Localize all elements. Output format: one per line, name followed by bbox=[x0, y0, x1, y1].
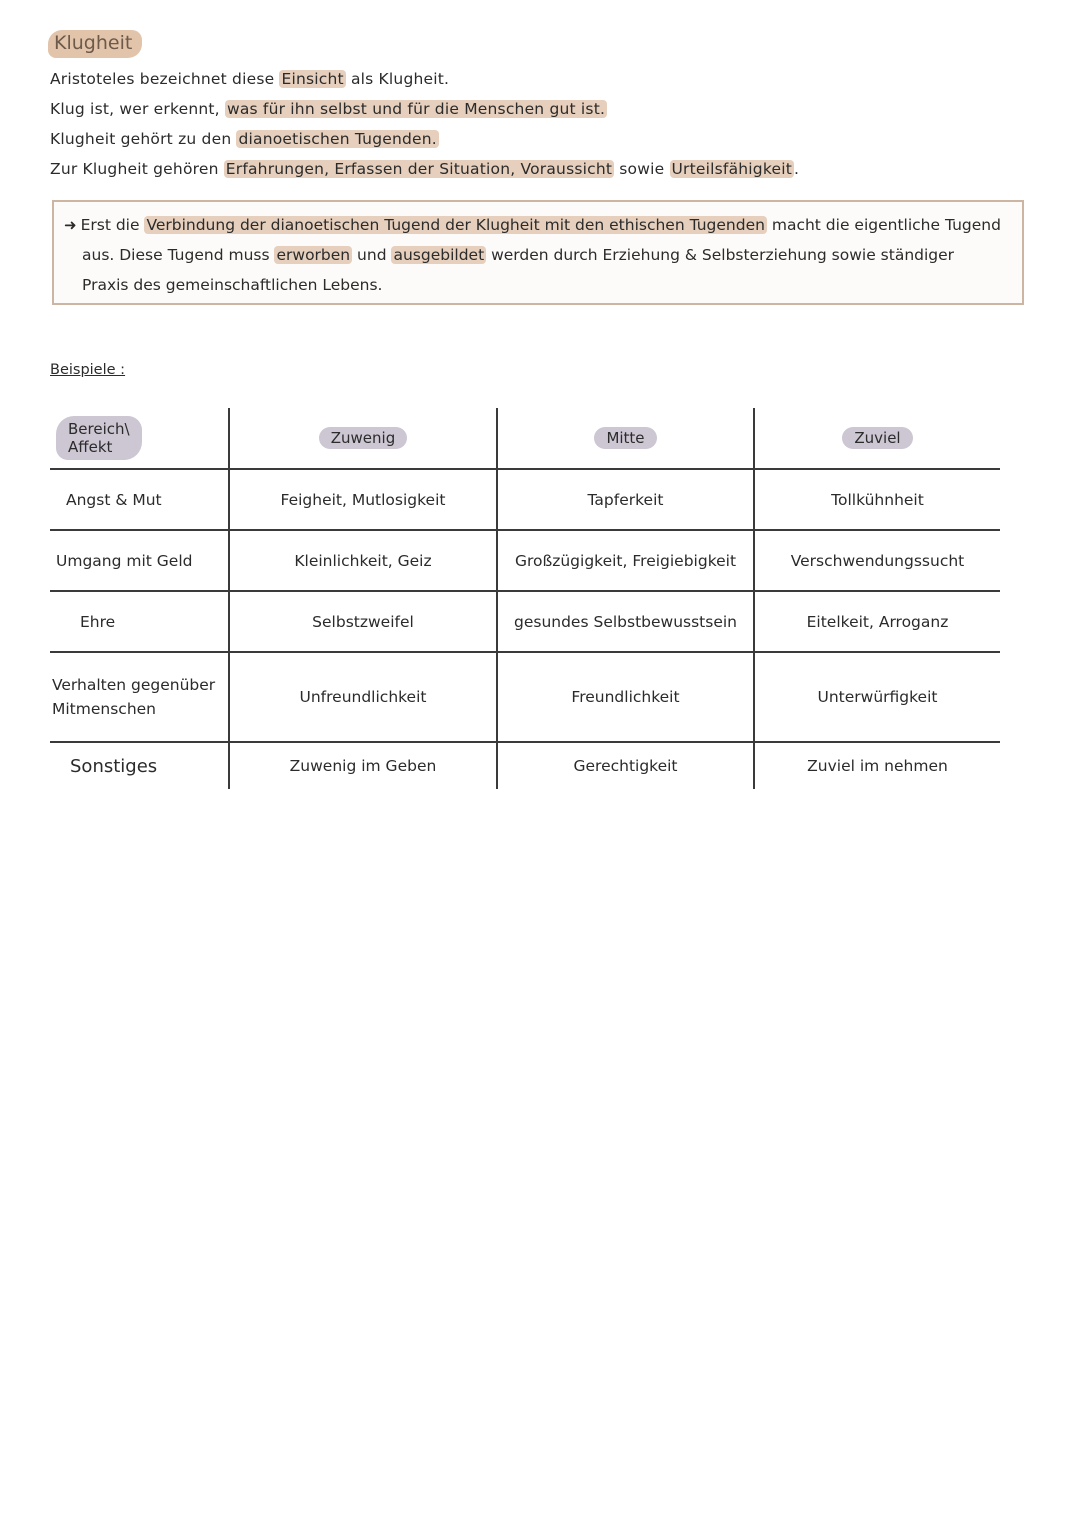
highlight: Einsicht bbox=[281, 70, 344, 88]
table-cell: Verschwendungssucht bbox=[754, 530, 1000, 591]
table-cell: Eitelkeit, Arroganz bbox=[754, 591, 1000, 652]
intro-line-3 bbox=[50, 124, 1050, 154]
summary-line-2 bbox=[64, 240, 1012, 270]
table-cell: Großzügigkeit, Freigiebigkeit bbox=[497, 530, 754, 591]
examples-heading: Beispiele : bbox=[50, 362, 126, 378]
text: Aristoteles bezeichnet diese bbox=[50, 70, 280, 88]
table-row bbox=[50, 530, 1000, 591]
text: Bereich\ bbox=[68, 420, 130, 438]
table-row bbox=[50, 742, 1000, 789]
table-cell: Freundlichkeit bbox=[497, 652, 754, 742]
text: Klug ist, wer erkennt, bbox=[50, 100, 225, 118]
text: und bbox=[352, 246, 392, 264]
header-pill: Mitte bbox=[594, 427, 656, 449]
header-pill bbox=[56, 416, 142, 460]
table-header-cell bbox=[754, 408, 1000, 469]
table-header-cell bbox=[497, 408, 754, 469]
text: Verhalten gegenüber bbox=[52, 676, 216, 694]
table-cell: Unterwürfigkeit bbox=[754, 652, 1000, 742]
table-cell: Tapferkeit bbox=[497, 469, 754, 530]
table-cell: Feigheit, Mutlosigkeit bbox=[229, 469, 497, 530]
text: . bbox=[794, 160, 800, 178]
table-cell: Gerechtigkeit bbox=[497, 742, 754, 789]
text: Zur Klugheit gehören bbox=[50, 160, 224, 178]
text: sowie bbox=[614, 160, 670, 178]
highlight: Erfahrungen, Erfassen der Situation, Voraussicht bbox=[225, 160, 613, 178]
highlight: dianoetischen Tugenden. bbox=[238, 130, 437, 148]
table-cell: Zuwenig im Geben bbox=[229, 742, 497, 789]
table-cell: Umgang mit Geld bbox=[50, 530, 229, 591]
intro-line-2 bbox=[50, 94, 1050, 124]
highlight: ausgebildet bbox=[393, 246, 485, 264]
table-cell: Selbstzweifel bbox=[229, 591, 497, 652]
table-row bbox=[50, 469, 1000, 530]
highlight: Urteilsfähigkeit bbox=[671, 160, 792, 178]
table-header-cell bbox=[229, 408, 497, 469]
table-header-cell bbox=[50, 408, 229, 469]
highlight: erworben bbox=[276, 246, 351, 264]
page-title: Klugheit bbox=[48, 30, 142, 58]
table-cell: Kleinlichkeit, Geiz bbox=[229, 530, 497, 591]
table-cell bbox=[50, 652, 229, 742]
header-pill: Zuviel bbox=[842, 427, 912, 449]
table-cell: Zuviel im nehmen bbox=[754, 742, 1000, 789]
summary-box bbox=[52, 200, 1024, 305]
text: Mitmenschen bbox=[52, 700, 156, 718]
table-cell: Angst & Mut bbox=[50, 469, 229, 530]
table-cell: Tollkühnheit bbox=[754, 469, 1000, 530]
highlight: was für ihn selbst und für die Menschen gut ist. bbox=[226, 100, 606, 118]
table-cell: Ehre bbox=[50, 591, 229, 652]
intro-line-4 bbox=[50, 154, 1050, 184]
table-row bbox=[50, 652, 1000, 742]
text: werden durch Erziehung & Selbsterziehung sowie ständiger bbox=[486, 246, 955, 264]
text: Klugheit gehört zu den bbox=[50, 130, 237, 148]
table-cell: Unfreundlichkeit bbox=[229, 652, 497, 742]
table-cell: gesundes Selbstbewusstsein bbox=[497, 591, 754, 652]
text: aus. Diese Tugend muss bbox=[82, 246, 275, 264]
text: als Klugheit. bbox=[345, 70, 450, 88]
intro-text bbox=[50, 64, 1050, 184]
table-cell: Sonstiges bbox=[70, 755, 158, 777]
highlight: Verbindung der dianoetischen Tugend der Klugheit mit den ethischen Tugenden bbox=[146, 216, 765, 234]
virtue-table bbox=[50, 408, 1000, 789]
summary-line-3: Praxis des gemeinschaftlichen Lebens. bbox=[82, 276, 383, 294]
text: Affekt bbox=[68, 438, 113, 456]
text: macht die eigentliche Tugend bbox=[766, 216, 1001, 234]
text: Erst die bbox=[80, 216, 145, 234]
header-pill: Zuwenig bbox=[319, 427, 407, 449]
intro-line-1 bbox=[50, 64, 1050, 94]
table-row bbox=[50, 591, 1000, 652]
arrow-right-icon: ➜ bbox=[64, 216, 77, 234]
table-header-row bbox=[50, 408, 1000, 469]
summary-line-1 bbox=[64, 210, 1012, 240]
